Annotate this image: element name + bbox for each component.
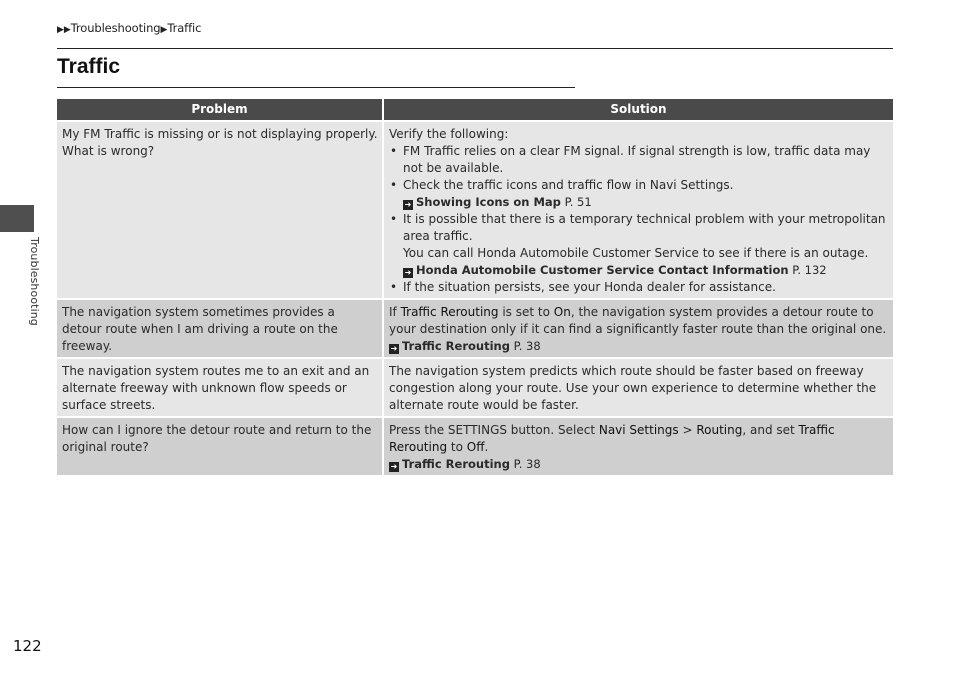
problem-cell: The navigation system routes me to an exit and an alternate freeway with unknown flow speeds or surface streets.: [57, 359, 384, 418]
setting-name: Navi Settings: [598, 423, 679, 437]
cross-reference-link[interactable]: [389, 456, 889, 473]
problem-cell: How can I ignore the detour route and return to the original route?: [57, 418, 384, 477]
page-number: 122: [13, 637, 42, 655]
solution-text: is set to: [498, 305, 554, 319]
solution-text: >: [678, 423, 697, 437]
solution-intro: Verify the following:: [389, 127, 509, 141]
reference-arrow-icon: ➜: [404, 268, 412, 277]
breadcrumb-arrow-icon: ▶▶: [57, 25, 71, 35]
setting-name: Traffic Rerouting: [389, 423, 835, 454]
cross-reference-link[interactable]: [389, 338, 889, 355]
solution-text: Press the SETTINGS button. Select: [389, 423, 599, 437]
setting-value: Off: [466, 440, 485, 454]
side-tab-label: Troubleshooting: [28, 237, 41, 326]
cross-reference-link[interactable]: [403, 262, 889, 279]
solution-text: , the navigation system provides a detour route to your destination only if it can find a significantly faster route than the original one.: [389, 305, 887, 336]
table-row: [57, 300, 893, 359]
list-item: [389, 143, 889, 177]
setting-name: Traffic Rerouting: [400, 305, 499, 319]
problem-cell: The navigation system sometimes provides a detour route when I am driving a route on the freeway.: [57, 300, 384, 359]
reference-title: Traffic Rerouting: [402, 339, 510, 353]
solution-cell: [384, 122, 893, 300]
side-tab: [0, 205, 34, 232]
list-item: [389, 177, 889, 211]
breadcrumb: [57, 21, 201, 35]
reference-arrow-icon: ➜: [390, 462, 398, 471]
list-item-text: It is possible that there is a temporary technical problem with your metropolitan area traffic.: [403, 212, 886, 243]
reference-page: P. 38: [513, 339, 541, 353]
reference-arrow-icon: ➜: [390, 344, 398, 353]
solution-cell: The navigation system predicts which route should be faster based on freeway congestion along your route. Use your own experience to determine whether the alternate route would be faster.: [384, 359, 893, 418]
breadcrumb-item-troubleshooting[interactable]: Troubleshooting: [70, 21, 161, 35]
reference-title: Showing Icons on Map: [416, 195, 561, 209]
problem-header: Problem: [57, 99, 384, 122]
reference-title: Traffic Rerouting: [402, 457, 510, 471]
title-rule: [57, 87, 575, 88]
cross-reference-link[interactable]: [403, 194, 889, 211]
table-row: [57, 359, 893, 418]
list-item-text: If the situation persists, see your Honda dealer for assistance.: [403, 280, 776, 294]
list-item: [389, 279, 889, 296]
list-item-text: You can call Honda Automobile Customer Service to see if there is an outage.: [403, 246, 869, 260]
solution-text: If: [389, 305, 401, 319]
reference-page: P. 51: [564, 195, 592, 209]
solution-header: Solution: [384, 99, 893, 122]
solution-text: to: [447, 440, 467, 454]
setting-value: On: [553, 305, 571, 319]
reference-page: P. 132: [792, 263, 827, 277]
breadcrumb-arrow-icon: ▶: [160, 25, 168, 35]
reference-page: P. 38: [513, 457, 541, 471]
reference-title: Honda Automobile Customer Service Contact Information: [416, 263, 789, 277]
header-rule: [57, 48, 893, 49]
list-item-text: Check the traffic icons and traffic flow in Navi Settings.: [403, 178, 734, 192]
page-title: Traffic: [57, 55, 121, 78]
setting-name: Routing: [696, 423, 743, 437]
solution-text: .: [484, 440, 489, 454]
table-row: [57, 122, 893, 300]
solution-text: , and set: [742, 423, 799, 437]
list-item: [389, 211, 889, 279]
breadcrumb-item-traffic[interactable]: Traffic: [167, 21, 202, 35]
reference-arrow-icon: ➜: [404, 200, 412, 209]
troubleshooting-table: [57, 99, 893, 477]
solution-cell: [384, 300, 893, 359]
table-row: [57, 418, 893, 477]
problem-cell: My FM Traffic is missing or is not displaying properly. What is wrong?: [57, 122, 384, 300]
solution-list: [389, 143, 889, 296]
table-header-row: [57, 99, 893, 122]
solution-cell: [384, 418, 893, 477]
list-item-text: FM Traffic relies on a clear FM signal. If signal strength is low, traffic data may not be available.: [403, 144, 871, 175]
